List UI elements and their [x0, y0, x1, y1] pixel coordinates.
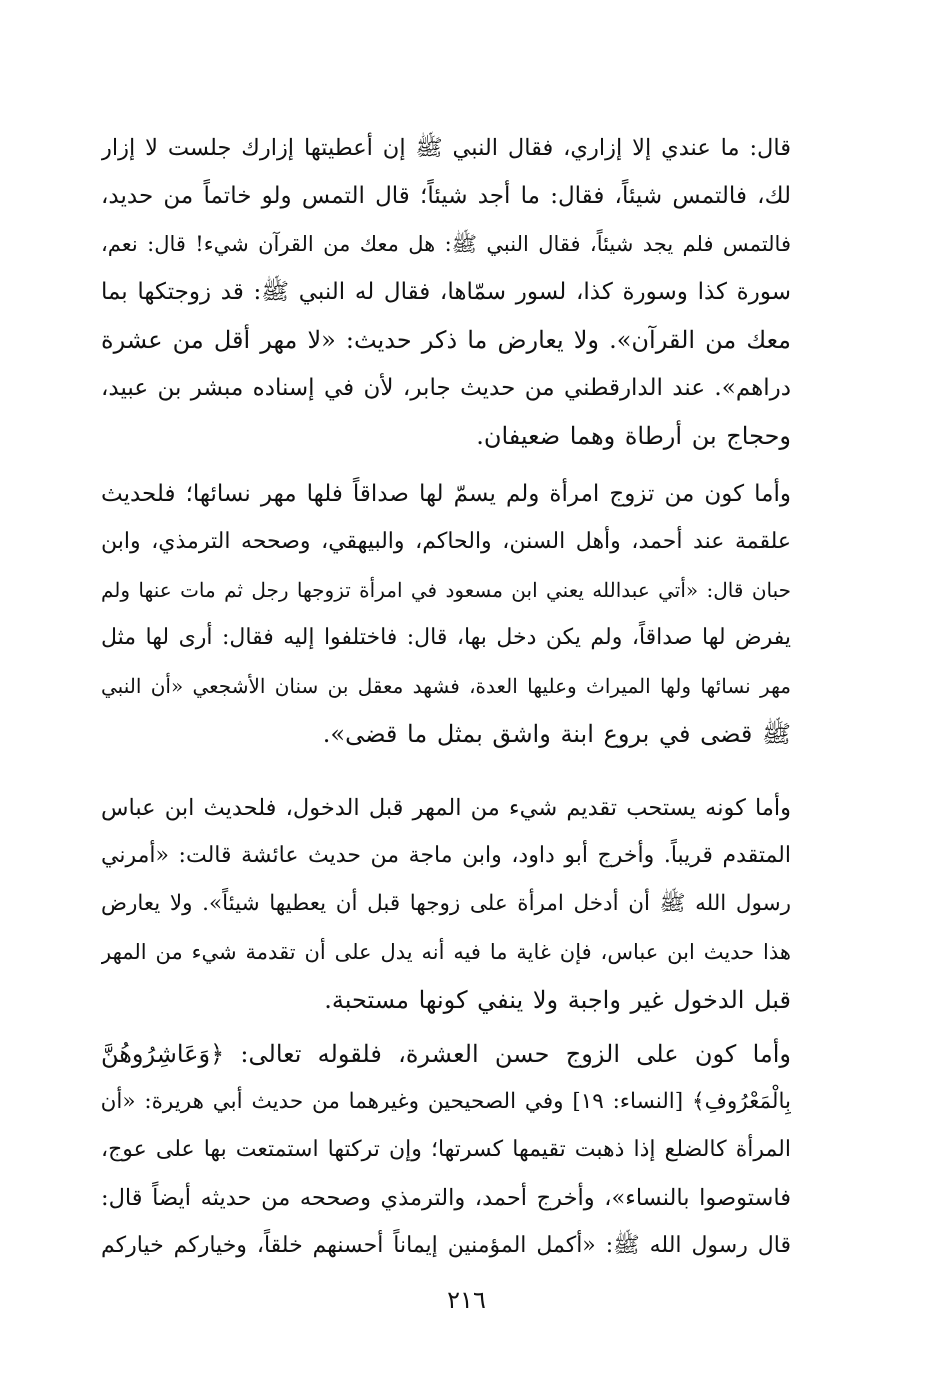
paragraph-3 — [101, 784, 791, 1024]
text-line: علقمة عند أحمد، وأهل السنن، والحاكم، والبيهقي، وصححه الترمذي، وابن — [101, 529, 791, 554]
text-line: بِالْمَعْرُوفِ﴾ [النساء: ١٩] وفي الصحيحين وغيرهما من حديث أبي هريرة: «أن — [101, 1089, 791, 1114]
text-line: دراهم». عند الدارقطني من حديث جابر، لأن في إسناده مبشر بن عبيد، — [101, 375, 791, 401]
text-line: ﷺ قضى في بروع ابنة واشق بمثل ما قضى». — [322, 720, 791, 748]
text-line: مهر نسائها ولها الميراث وعليها العدة، فشهد معقل بن سنان الأشجعي «أن النبي — [101, 674, 791, 698]
text-line: لك، فالتمس شيئاً، فقال: ما أجد شيئاً؛ قال التمس ولو خاتماً من حديد، — [101, 183, 791, 209]
text-line: حبان قال: «أتي عبدالله يعني ابن مسعود في امرأة تزوجها رجل ثم مات عنها ولم — [101, 578, 791, 602]
text-line: وحجاج بن أرطاة وهما ضعيفان. — [476, 422, 791, 450]
text-line: المتقدم قريباً. وأخرج أبو داود، وابن ماجة من حديث عائشة قالت: «أمرني — [101, 843, 791, 868]
page-number: ٢١٦ — [447, 1286, 486, 1314]
text-line: وأما كون من تزوج امرأة ولم يسمّ لها صداقاً فلها مهر نسائها؛ فلحديث — [101, 481, 791, 507]
text-line: المرأة كالضلع إذا ذهبت تقيمها كسرتها؛ وإن تركتها استمتعت بها على عوج، — [101, 1137, 791, 1162]
text-line: فالتمس فلم يجد شيئاً، فقال النبي ﷺ: هل معك من القرآن شيء! قال: نعم، — [101, 232, 791, 256]
text-line: رسول الله ﷺ أن أدخل امرأة على زوجها قبل أن يعطيها شيئاً». ولا يعارض — [101, 891, 791, 916]
paragraph-4 — [101, 1030, 791, 1270]
paragraph-2 — [101, 470, 791, 758]
text-line: قال: ما عندي إلا إزاري، فقال النبي ﷺ إن أعطيتها إزارك جلست لا إزار — [101, 135, 791, 161]
text-line: معك من القرآن». ولا يعارض ما ذكر حديث: «لا مهر أقل من عشرة — [101, 326, 791, 354]
text-line: وأما كونه يستحب تقديم شيء من المهر قبل الدخول، فلحديث ابن عباس — [101, 795, 791, 821]
paragraph-1 — [101, 124, 791, 460]
text-line: قبل الدخول غير واجبة ولا ينفي كونها مستحبة. — [324, 986, 791, 1014]
text-line: هذا حديث ابن عباس، فإن غاية ما فيه أنه يدل على أن تقدمة شيء من المهر — [101, 940, 791, 964]
text-line: وأما كون على الزوج حسن العشرة، فلقوله تعالى: ﴿وَعَاشِرُوهُنَّ — [101, 1040, 791, 1068]
text-line: يفرض لها صداقاً، ولم يكن دخل بها، قال: فاختلفوا إليه فقال: أرى لها مثل — [101, 625, 791, 650]
text-line: سورة كذا وسورة كذا، لسور سمّاها، فقال له النبي ﷺ: قد زوجتكها بما — [101, 279, 791, 305]
text-line: فاستوصوا بالنساء»، وأخرج أحمد، والترمذي وصححه من حديثه أيضاً قال: — [101, 1185, 791, 1211]
text-line: قال رسول الله ﷺ: «أكمل المؤمنين إيماناً أحسنهم خلقاً، وخياركم خياركم — [101, 1233, 791, 1258]
